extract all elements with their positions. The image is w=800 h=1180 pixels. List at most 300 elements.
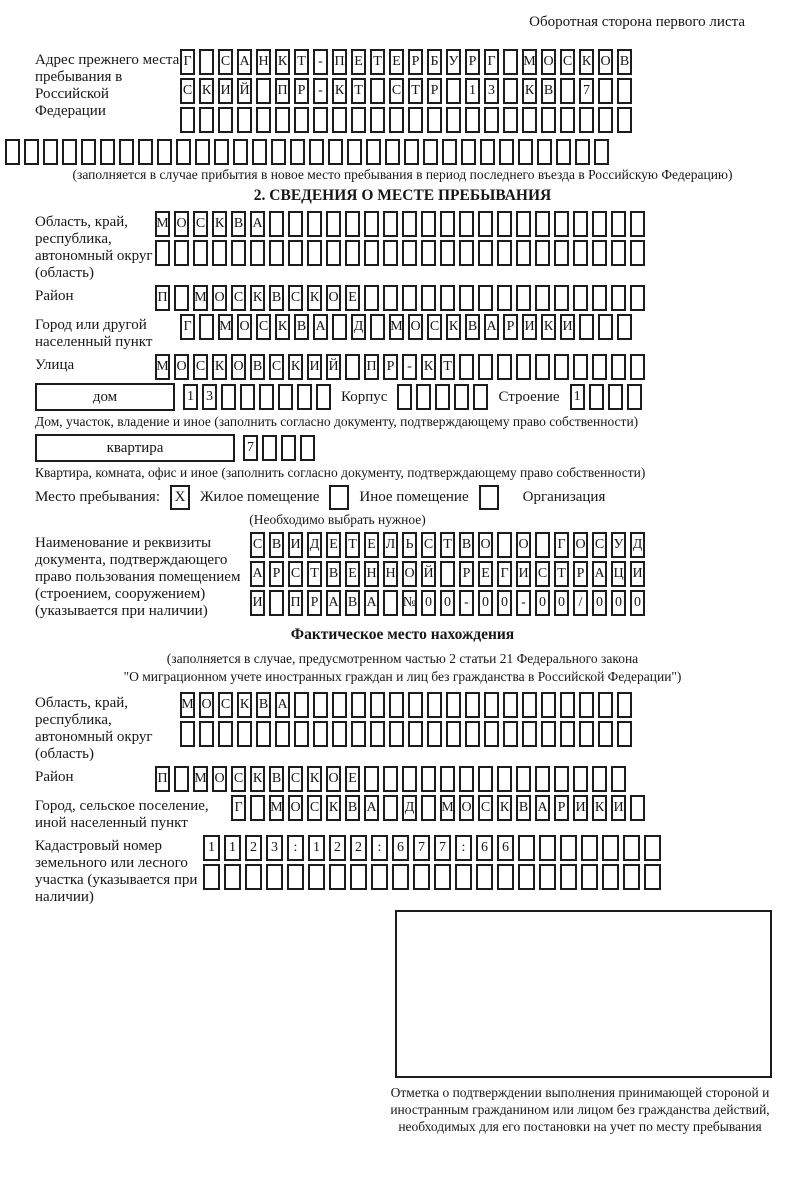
char-cell: Т xyxy=(307,561,322,587)
document-label: Наименование и реквизиты документа, подтверждающего право пользования помещением (строением, сооружением) (указывается при наличии) xyxy=(35,535,241,619)
char-cell xyxy=(598,78,613,104)
char-cell: М xyxy=(193,285,208,311)
char-cell xyxy=(598,692,613,718)
char-cell: 0 xyxy=(497,590,512,616)
char-cell xyxy=(313,692,328,718)
char-cell xyxy=(446,107,461,133)
char-cell xyxy=(459,285,474,311)
char-cell: В xyxy=(541,78,556,104)
char-cell xyxy=(364,285,379,311)
char-cell xyxy=(203,864,220,890)
char-cell: О xyxy=(231,354,246,380)
char-cell xyxy=(256,78,271,104)
char-cell: 1 xyxy=(203,835,220,861)
char-cell xyxy=(423,139,438,165)
char-cell xyxy=(370,107,385,133)
char-cell xyxy=(214,139,229,165)
char-cell: - xyxy=(313,49,328,75)
fact-region-grid xyxy=(180,692,632,750)
char-cell: С xyxy=(218,692,233,718)
char-cell: С xyxy=(535,561,550,587)
char-cell: Г xyxy=(554,532,569,558)
prev-address-row-2 xyxy=(180,78,632,104)
char-cell: И xyxy=(218,78,233,104)
char-cell xyxy=(397,384,412,410)
char-cell: О xyxy=(402,561,417,587)
actual-location-note-line1: (заполняется в случае, предусмотренном частью 2 статьи 21 Федерального закона xyxy=(166,651,639,666)
char-cell xyxy=(592,240,607,266)
char-cell xyxy=(535,285,550,311)
char-cell: В xyxy=(256,692,271,718)
char-cell xyxy=(435,384,450,410)
char-cell xyxy=(630,285,645,311)
char-cell xyxy=(421,795,436,821)
char-cell xyxy=(364,211,379,237)
char-cell xyxy=(617,78,632,104)
char-cell xyxy=(402,211,417,237)
char-cell xyxy=(288,211,303,237)
char-cell xyxy=(644,864,661,890)
char-cell xyxy=(326,240,341,266)
char-cell xyxy=(560,835,577,861)
cadastral-label: Кадастровый номер земельного или лесного участка (указывается при наличии) xyxy=(35,838,198,905)
char-cell xyxy=(81,139,96,165)
char-cell xyxy=(240,384,255,410)
cadastral-grid xyxy=(203,835,661,893)
char-cell xyxy=(256,721,271,747)
char-cell xyxy=(385,139,400,165)
char-cell: И xyxy=(516,561,531,587)
char-cell: О xyxy=(174,354,189,380)
char-cell: О xyxy=(598,49,613,75)
char-cell: О xyxy=(541,49,556,75)
char-cell xyxy=(427,721,442,747)
cadastral-row-1 xyxy=(203,835,661,861)
char-cell xyxy=(608,384,623,410)
char-cell xyxy=(611,766,626,792)
prev-address-row-1 xyxy=(180,49,632,75)
char-cell xyxy=(594,139,609,165)
char-cell xyxy=(345,240,360,266)
char-cell: Й xyxy=(326,354,341,380)
char-cell: : xyxy=(287,835,304,861)
char-cell xyxy=(351,721,366,747)
document-row-3 xyxy=(250,590,645,616)
char-cell: 1 xyxy=(570,384,585,410)
char-cell xyxy=(522,721,537,747)
char-cell: Г xyxy=(484,49,499,75)
char-cell: В xyxy=(294,314,309,340)
char-cell xyxy=(473,384,488,410)
char-cell xyxy=(560,721,575,747)
house-block xyxy=(35,383,770,411)
char-cell xyxy=(180,107,195,133)
char-cell xyxy=(497,211,512,237)
stroenie-cells xyxy=(570,384,642,410)
char-cell: И xyxy=(288,532,303,558)
char-cell xyxy=(309,139,324,165)
char-cell xyxy=(541,721,556,747)
checkbox-organizatsiya xyxy=(479,485,499,510)
char-cell xyxy=(579,107,594,133)
char-cell: С xyxy=(307,795,322,821)
char-cell xyxy=(288,240,303,266)
char-cell: Г xyxy=(180,314,195,340)
char-cell: 2 xyxy=(245,835,262,861)
char-cell: Т xyxy=(408,78,423,104)
char-cell: С xyxy=(231,766,246,792)
char-cell xyxy=(499,139,514,165)
char-cell xyxy=(503,78,518,104)
char-cell xyxy=(478,766,493,792)
char-cell xyxy=(408,721,423,747)
char-cell: 2 xyxy=(350,835,367,861)
char-cell xyxy=(497,766,512,792)
char-cell xyxy=(573,240,588,266)
char-cell: И xyxy=(630,561,645,587)
char-cell xyxy=(461,139,476,165)
char-cell xyxy=(598,721,613,747)
char-cell: Ц xyxy=(611,561,626,587)
checkbox-zhiloe: X xyxy=(170,485,190,510)
char-cell xyxy=(413,864,430,890)
char-cell xyxy=(174,766,189,792)
char-cell xyxy=(262,435,277,461)
char-cell: В xyxy=(231,211,246,237)
char-cell xyxy=(630,795,645,821)
char-cell: Т xyxy=(440,354,455,380)
stay-type-block xyxy=(35,485,770,510)
char-cell: У xyxy=(446,49,461,75)
char-cell xyxy=(560,692,575,718)
char-cell xyxy=(364,766,379,792)
char-cell: В xyxy=(617,49,632,75)
char-cell xyxy=(427,107,442,133)
char-cell xyxy=(24,139,39,165)
char-cell xyxy=(611,240,626,266)
char-cell: С xyxy=(218,49,233,75)
char-cell: П xyxy=(275,78,290,104)
char-cell: О xyxy=(212,285,227,311)
char-cell xyxy=(554,285,569,311)
fact-city-block xyxy=(35,795,770,832)
char-cell: 7 xyxy=(579,78,594,104)
char-cell xyxy=(579,692,594,718)
char-cell: И xyxy=(573,795,588,821)
char-cell xyxy=(455,864,472,890)
char-cell xyxy=(579,721,594,747)
char-cell xyxy=(611,354,626,380)
char-cell: В xyxy=(269,285,284,311)
char-cell: М xyxy=(155,354,170,380)
char-cell xyxy=(402,285,417,311)
char-cell xyxy=(402,766,417,792)
char-cell: Д xyxy=(307,532,322,558)
char-cell xyxy=(316,384,331,410)
char-cell xyxy=(556,139,571,165)
char-cell: К xyxy=(326,795,341,821)
char-cell: А xyxy=(535,795,550,821)
char-cell xyxy=(383,211,398,237)
district-row xyxy=(155,285,645,311)
char-cell: Л xyxy=(383,532,398,558)
char-cell xyxy=(176,139,191,165)
char-cell xyxy=(195,139,210,165)
char-cell xyxy=(537,139,552,165)
house-number-cells xyxy=(183,384,331,410)
char-cell xyxy=(155,240,170,266)
char-cell: Т xyxy=(351,78,366,104)
char-cell: 7 xyxy=(243,435,258,461)
char-cell xyxy=(535,240,550,266)
char-cell: П xyxy=(332,49,347,75)
char-cell xyxy=(278,384,293,410)
char-cell: П xyxy=(364,354,379,380)
char-cell xyxy=(440,211,455,237)
char-cell xyxy=(617,107,632,133)
char-cell: 0 xyxy=(592,590,607,616)
char-cell: 1 xyxy=(465,78,480,104)
char-cell xyxy=(497,354,512,380)
char-cell: 0 xyxy=(478,590,493,616)
char-cell xyxy=(332,721,347,747)
char-cell xyxy=(383,795,398,821)
char-cell: Д xyxy=(630,532,645,558)
char-cell: Г xyxy=(497,561,512,587)
char-cell xyxy=(446,721,461,747)
fact-region-row-1 xyxy=(180,692,632,718)
cadastral-row-2 xyxy=(203,864,661,890)
char-cell: Е xyxy=(389,49,404,75)
char-cell: О xyxy=(408,314,423,340)
char-cell: И xyxy=(307,354,322,380)
char-cell: С xyxy=(478,795,493,821)
char-cell: Т xyxy=(554,561,569,587)
char-cell: М xyxy=(522,49,537,75)
char-cell: 0 xyxy=(421,590,436,616)
char-cell xyxy=(421,285,436,311)
char-cell xyxy=(326,211,341,237)
char-cell xyxy=(421,766,436,792)
house-note: Дом, участок, владение и иное (заполнить согласно документу, подтверждающему право собственности) xyxy=(35,414,639,429)
char-cell: Е xyxy=(364,532,379,558)
char-cell xyxy=(630,354,645,380)
char-cell: П xyxy=(155,766,170,792)
char-cell: О xyxy=(288,795,303,821)
street-row xyxy=(155,354,645,380)
char-cell xyxy=(454,384,469,410)
char-cell xyxy=(421,240,436,266)
char-cell xyxy=(644,835,661,861)
district-label: Район xyxy=(35,288,74,304)
char-cell: 0 xyxy=(440,590,455,616)
char-cell: Й xyxy=(237,78,252,104)
char-cell: Е xyxy=(351,49,366,75)
char-cell xyxy=(503,107,518,133)
apartment-cells xyxy=(243,435,315,461)
char-cell xyxy=(535,532,550,558)
char-cell: С xyxy=(389,78,404,104)
char-cell xyxy=(383,766,398,792)
char-cell xyxy=(518,864,535,890)
char-cell: 1 xyxy=(308,835,325,861)
char-cell xyxy=(404,139,419,165)
apartment-type-box: квартира xyxy=(35,434,235,462)
char-cell xyxy=(271,139,286,165)
char-cell xyxy=(602,835,619,861)
char-cell xyxy=(617,314,632,340)
char-cell: Т xyxy=(370,49,385,75)
char-cell xyxy=(138,139,153,165)
char-cell: И xyxy=(522,314,537,340)
fact-district-block xyxy=(35,766,770,792)
char-cell xyxy=(541,692,556,718)
char-cell xyxy=(522,107,537,133)
char-cell: 3 xyxy=(484,78,499,104)
char-cell: : xyxy=(371,835,388,861)
char-cell: 1 xyxy=(224,835,241,861)
char-cell xyxy=(5,139,20,165)
char-cell xyxy=(573,285,588,311)
char-cell: О xyxy=(174,211,189,237)
char-cell: М xyxy=(218,314,233,340)
char-cell: С xyxy=(288,561,303,587)
korpus-cells xyxy=(397,384,488,410)
char-cell: В xyxy=(345,590,360,616)
char-cell xyxy=(250,795,265,821)
char-cell xyxy=(465,721,480,747)
char-cell xyxy=(497,532,512,558)
char-cell xyxy=(476,864,493,890)
actual-location-title: Фактическое место нахождения xyxy=(290,626,515,643)
char-cell: К xyxy=(579,49,594,75)
document-block xyxy=(35,532,770,620)
prev-address-row-3 xyxy=(180,107,632,133)
char-cell: К xyxy=(199,78,214,104)
char-cell: Е xyxy=(326,532,341,558)
char-cell xyxy=(575,139,590,165)
city-row xyxy=(180,314,632,340)
char-cell: С xyxy=(180,78,195,104)
char-cell: Т xyxy=(294,49,309,75)
char-cell xyxy=(518,139,533,165)
char-cell xyxy=(237,721,252,747)
char-cell: Р xyxy=(307,590,322,616)
char-cell xyxy=(484,721,499,747)
char-cell xyxy=(434,864,451,890)
char-cell xyxy=(383,285,398,311)
char-cell xyxy=(427,692,442,718)
char-cell: В xyxy=(465,314,480,340)
stamp-caption: Отметка о подтверждении выполнения принимающей стороной и иностранным гражданином или лицом без гражданства действий, необходимых для его постановки на учет по месту пребывания xyxy=(390,1085,770,1134)
char-cell xyxy=(484,107,499,133)
char-cell xyxy=(221,384,236,410)
char-cell xyxy=(560,107,575,133)
char-cell xyxy=(294,692,309,718)
city-label: Город или другой населенный пункт xyxy=(35,317,153,350)
option-organizatsiya-label: Организация xyxy=(522,489,606,505)
region-block xyxy=(35,211,770,282)
char-cell xyxy=(440,766,455,792)
char-cell xyxy=(516,240,531,266)
char-cell xyxy=(446,78,461,104)
char-cell xyxy=(199,721,214,747)
char-cell: К xyxy=(275,49,290,75)
char-cell xyxy=(516,766,531,792)
char-cell xyxy=(440,285,455,311)
char-cell: Т xyxy=(345,532,360,558)
char-cell xyxy=(269,211,284,237)
char-cell xyxy=(535,766,550,792)
back-side-note: Оборотная сторона первого листа xyxy=(529,14,745,30)
char-cell xyxy=(611,211,626,237)
char-cell: 3 xyxy=(202,384,217,410)
fact-city-label: Город, сельское поселение, иной населенный пункт xyxy=(35,798,209,831)
char-cell: А xyxy=(364,590,379,616)
char-cell xyxy=(269,240,284,266)
char-cell: В xyxy=(250,354,265,380)
document-row-2 xyxy=(250,561,645,587)
char-cell xyxy=(371,864,388,890)
char-cell xyxy=(522,692,537,718)
char-cell xyxy=(328,139,343,165)
char-cell xyxy=(560,78,575,104)
char-cell: К xyxy=(212,354,227,380)
char-cell: С xyxy=(288,766,303,792)
char-cell xyxy=(617,692,632,718)
char-cell xyxy=(421,211,436,237)
char-cell xyxy=(199,49,214,75)
char-cell: У xyxy=(611,532,626,558)
char-cell xyxy=(313,107,328,133)
char-cell xyxy=(592,285,607,311)
char-cell: С xyxy=(231,285,246,311)
char-cell xyxy=(573,354,588,380)
city-block xyxy=(35,314,770,351)
option-zhiloe-label: Жилое помещение xyxy=(200,489,320,505)
char-cell: А xyxy=(326,590,341,616)
char-cell xyxy=(329,864,346,890)
char-cell xyxy=(535,354,550,380)
char-cell: В xyxy=(269,766,284,792)
char-cell xyxy=(389,721,404,747)
char-cell: И xyxy=(611,795,626,821)
document-row-1 xyxy=(250,532,645,558)
char-cell xyxy=(345,211,360,237)
char-cell: А xyxy=(250,561,265,587)
char-cell xyxy=(592,354,607,380)
char-cell xyxy=(589,384,604,410)
char-cell xyxy=(366,139,381,165)
char-cell xyxy=(119,139,134,165)
char-cell xyxy=(573,766,588,792)
char-cell: М xyxy=(155,211,170,237)
char-cell: Т xyxy=(440,532,455,558)
char-cell: В xyxy=(345,795,360,821)
char-cell xyxy=(281,435,296,461)
char-cell: М xyxy=(193,766,208,792)
char-cell xyxy=(307,211,322,237)
char-cell: Д xyxy=(351,314,366,340)
char-cell xyxy=(199,107,214,133)
char-cell: 7 xyxy=(413,835,430,861)
char-cell: М xyxy=(269,795,284,821)
fact-region-row-2 xyxy=(180,721,632,747)
char-cell xyxy=(351,107,366,133)
street-label: Улица xyxy=(35,357,75,373)
char-cell: 6 xyxy=(497,835,514,861)
char-cell xyxy=(446,692,461,718)
